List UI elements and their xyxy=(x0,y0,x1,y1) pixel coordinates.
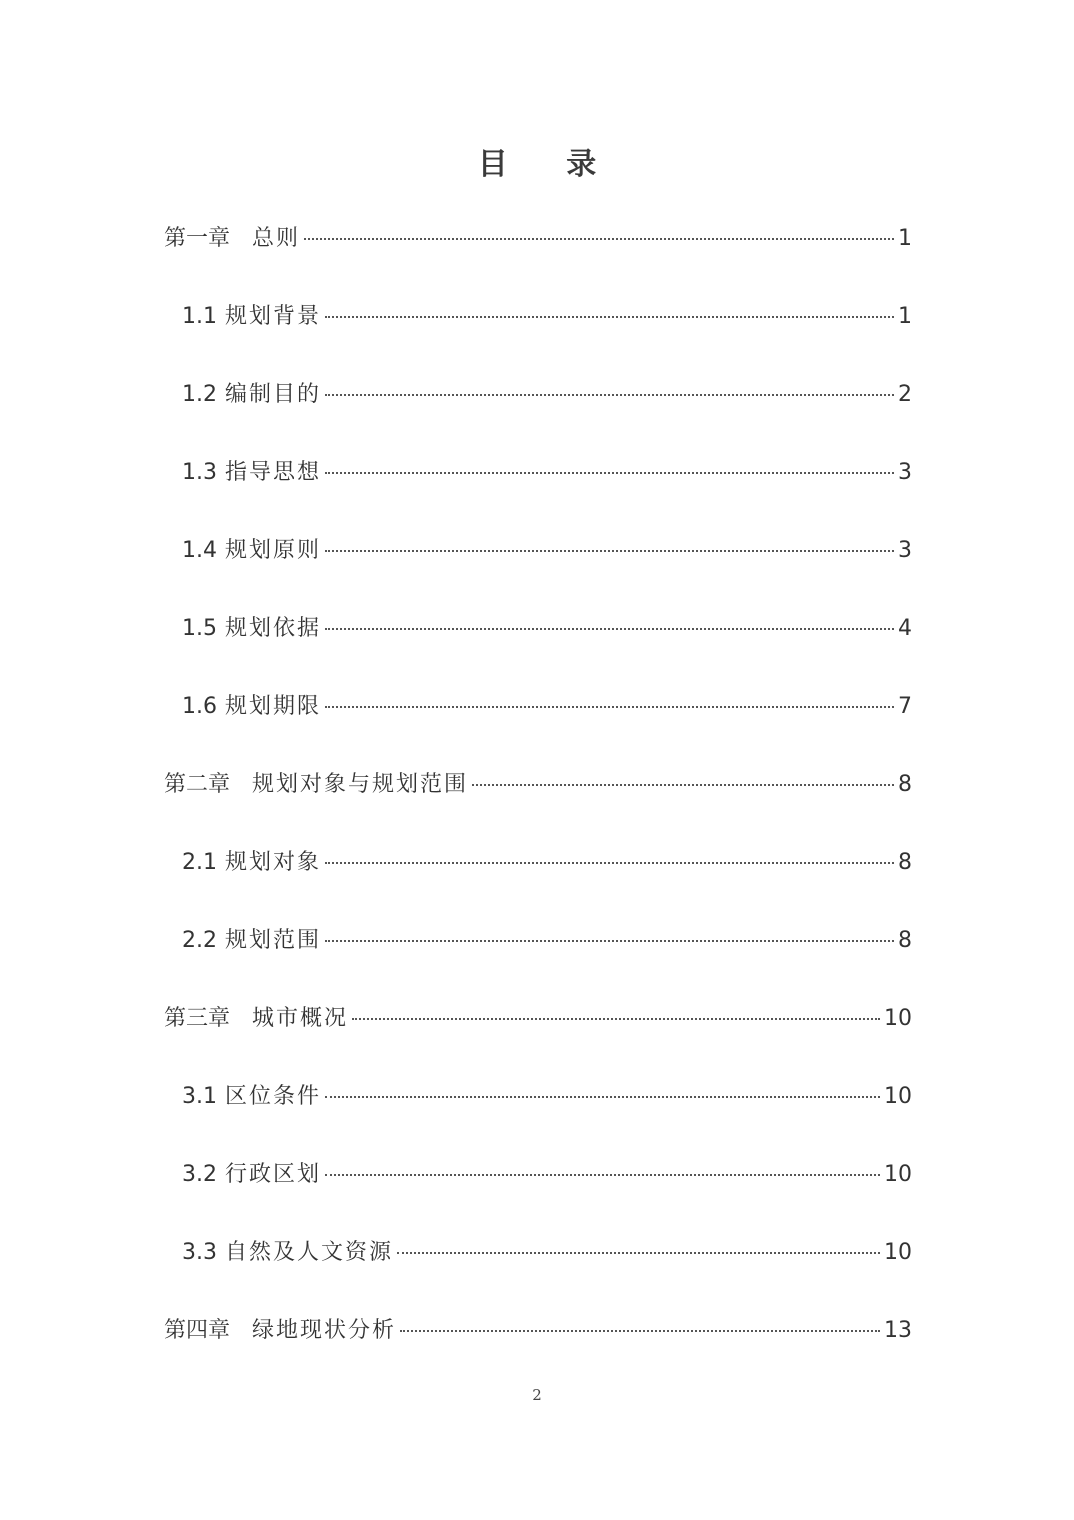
toc-entry-label: 绿地现状分析 xyxy=(252,1318,397,1343)
toc-entry-text xyxy=(182,1150,321,1200)
dot-leader xyxy=(400,1330,880,1332)
toc-entry-label: 规划期限 xyxy=(225,694,322,719)
toc-entry-text xyxy=(182,370,321,420)
toc-entry-page: 10 xyxy=(884,1240,912,1265)
toc-entry-text xyxy=(182,1072,321,1122)
toc-entry-prefix: 3.2 xyxy=(182,1162,217,1187)
dot-leader xyxy=(352,1018,880,1020)
toc-entry-1-2[interactable] xyxy=(164,370,912,448)
toc-entry-1-5[interactable] xyxy=(164,604,912,682)
toc-entry-page: 3 xyxy=(898,538,912,563)
toc-list xyxy=(164,214,912,1384)
toc-entry-page: 4 xyxy=(898,616,912,641)
toc-entry-prefix: 1.6 xyxy=(182,694,217,719)
toc-entry-chapter-3[interactable] xyxy=(164,994,912,1072)
toc-entry-prefix: 2.2 xyxy=(182,928,217,953)
toc-entry-page: 8 xyxy=(898,850,912,875)
toc-entry-page: 1 xyxy=(898,304,912,329)
toc-entry-page: 1 xyxy=(898,226,912,251)
toc-entry-label: 行政区划 xyxy=(225,1162,322,1187)
toc-entry-label: 规划依据 xyxy=(225,616,322,641)
page-number: 2 xyxy=(532,1386,542,1404)
toc-entry-prefix: 第四章 xyxy=(164,1318,231,1343)
toc-entry-1-3[interactable] xyxy=(164,448,912,526)
toc-entry-text xyxy=(164,1306,396,1356)
toc-entry-2-1[interactable] xyxy=(164,838,912,916)
toc-entry-prefix: 第三章 xyxy=(164,1006,231,1031)
toc-title: 目 录 xyxy=(477,147,621,182)
dot-leader xyxy=(325,550,894,552)
dot-leader xyxy=(325,706,894,708)
toc-entry-label: 总则 xyxy=(252,226,301,251)
toc-entry-page: 2 xyxy=(898,382,912,407)
toc-entry-1-4[interactable] xyxy=(164,526,912,604)
toc-entry-3-1[interactable] xyxy=(164,1072,912,1150)
toc-entry-text xyxy=(164,760,468,810)
toc-entry-chapter-2[interactable] xyxy=(164,760,912,838)
toc-entry-prefix: 3.3 xyxy=(182,1240,217,1265)
toc-entry-page: 3 xyxy=(898,460,912,485)
dot-leader xyxy=(397,1252,880,1254)
toc-entry-label: 城市概况 xyxy=(252,1006,349,1031)
dot-leader xyxy=(325,862,894,864)
toc-entry-3-3[interactable] xyxy=(164,1228,912,1306)
toc-entry-label: 规划范围 xyxy=(225,928,322,953)
toc-entry-page: 8 xyxy=(898,772,912,797)
dot-leader xyxy=(325,472,894,474)
toc-entry-text xyxy=(164,994,348,1044)
toc-entry-page: 10 xyxy=(884,1084,912,1109)
toc-entry-prefix: 第一章 xyxy=(164,226,231,251)
toc-entry-label: 编制目的 xyxy=(225,382,322,407)
toc-entry-chapter-1[interactable] xyxy=(164,214,912,292)
toc-entry-text xyxy=(164,214,300,264)
toc-entry-prefix: 1.3 xyxy=(182,460,217,485)
toc-entry-prefix: 3.1 xyxy=(182,1084,217,1109)
toc-entry-text xyxy=(182,448,321,498)
dot-leader xyxy=(472,784,894,786)
toc-entry-prefix: 1.4 xyxy=(182,538,217,563)
toc-entry-page: 10 xyxy=(884,1162,912,1187)
toc-entry-chapter-4[interactable] xyxy=(164,1306,912,1384)
toc-entry-label: 指导思想 xyxy=(225,460,322,485)
dot-leader xyxy=(304,238,894,240)
toc-entry-text xyxy=(182,604,321,654)
dot-leader xyxy=(325,940,894,942)
toc-entry-label: 自然及人文资源 xyxy=(225,1240,394,1265)
toc-entry-text xyxy=(182,526,321,576)
toc-entry-label: 规划对象 xyxy=(225,850,322,875)
toc-entry-page: 13 xyxy=(884,1318,912,1343)
toc-entry-prefix: 第二章 xyxy=(164,772,231,797)
toc-entry-text xyxy=(182,916,321,966)
toc-entry-page: 7 xyxy=(898,694,912,719)
toc-entry-prefix: 1.5 xyxy=(182,616,217,641)
toc-entry-label: 规划原则 xyxy=(225,538,322,563)
toc-entry-text xyxy=(182,1228,393,1278)
toc-entry-3-2[interactable] xyxy=(164,1150,912,1228)
toc-entry-text xyxy=(182,682,321,732)
dot-leader xyxy=(325,394,894,396)
dot-leader xyxy=(325,316,894,318)
toc-entry-page: 8 xyxy=(898,928,912,953)
toc-entry-prefix: 1.1 xyxy=(182,304,217,329)
dot-leader xyxy=(325,1096,880,1098)
toc-entry-1-1[interactable] xyxy=(164,292,912,370)
dot-leader xyxy=(325,628,894,630)
toc-entry-label: 规划对象与规划范围 xyxy=(252,772,469,797)
toc-entry-label: 区位条件 xyxy=(225,1084,322,1109)
toc-entry-1-6[interactable] xyxy=(164,682,912,760)
dot-leader xyxy=(325,1174,880,1176)
toc-entry-prefix: 2.1 xyxy=(182,850,217,875)
toc-entry-label: 规划背景 xyxy=(225,304,322,329)
toc-entry-prefix: 1.2 xyxy=(182,382,217,407)
toc-entry-text xyxy=(182,838,321,888)
toc-entry-2-2[interactable] xyxy=(164,916,912,994)
toc-entry-page: 10 xyxy=(884,1006,912,1031)
toc-entry-text xyxy=(182,292,321,342)
